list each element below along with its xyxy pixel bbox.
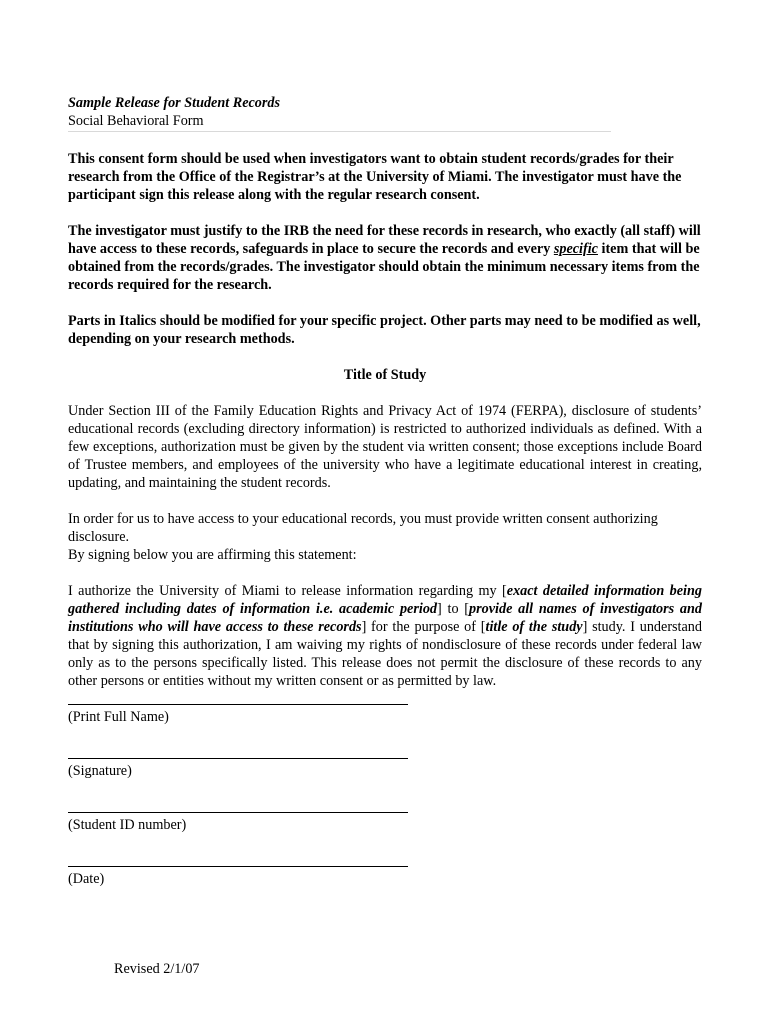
placeholder-study-title: title of the study — [485, 619, 583, 635]
study-title: Title of Study — [343, 367, 427, 383]
affirm-statement: By signing below you are affirming this statement: — [68, 547, 357, 563]
authorization-paragraph: I authorize the University of Miami to release information regarding my [exact detailed information being gathered including dates of information i.e. academic period] to [provide all names of investigators and institutions who will have access to these records] for the purpose of [title of the study] study. I understand that by signing this authorization, I am waiving my rights of nondisclosure of these records under federal law only as to the persons specifically listed. This release does not permit the disclosure of these records to any other persons or entities without my written consent or as permitted by law. — [68, 583, 702, 689]
document-title: Sample Release for Student Records — [68, 95, 281, 111]
instruction-paragraph-1: This consent form should be used when investigators want to obtain student records/grades for their research from the Office of the Registrar’s at the University of Miami. The investigator must have the participant sign this release along with the regular research consent. — [68, 151, 682, 203]
name-signature-line[interactable] — [68, 704, 408, 705]
document-page — [68, 94, 702, 888]
student-id-label: (Student ID number) — [68, 817, 187, 833]
print-name-label: (Print Full Name) — [68, 709, 169, 725]
specific-emphasis: specific — [553, 241, 598, 257]
access-paragraph: In order for us to have access to your educational records, you must provide written consent authorizing disclosure. — [68, 511, 658, 545]
instruction-paragraph-3: Parts in Italics should be modified for your specific project. Other parts may need to be modified as well, depending on your research methods. — [68, 313, 701, 347]
placeholder-information: exact detailed information being gathered including dates of information i.e. academic period — [68, 583, 702, 617]
student-id-line[interactable] — [68, 812, 408, 813]
ferpa-paragraph: Under Section III of the Family Education Rights and Privacy Act of 1974 (FERPA), disclosure of students’ educational records (excluding directory information) is restricted to authorized individuals as defined. With a few exceptions, authorization must be given by the student via written consent; those exceptions include Board of Trustee members, and employees of the university who have a legitimate educational interest in creating, updating, and maintaining the student records. — [68, 403, 702, 491]
revision-note: Revised 2/1/07 — [114, 961, 200, 977]
signature-label: (Signature) — [68, 763, 132, 779]
date-label: (Date) — [68, 871, 105, 887]
instruction-paragraph-2: The investigator must justify to the IRB the need for these records in research, who exactly (all staff) will have access to these records, safeguards in place to secure the records and every specific item that will be obtained from the records/grades. The investigator should obtain the minimum necessary items from the records required for the research. — [68, 223, 701, 293]
document-subtitle: Social Behavioral Form — [68, 112, 611, 132]
placeholder-investigators: provide all names of investigators and institutions who will have access to these records — [68, 601, 702, 635]
signature-line[interactable] — [68, 758, 408, 759]
date-line[interactable] — [68, 866, 408, 867]
